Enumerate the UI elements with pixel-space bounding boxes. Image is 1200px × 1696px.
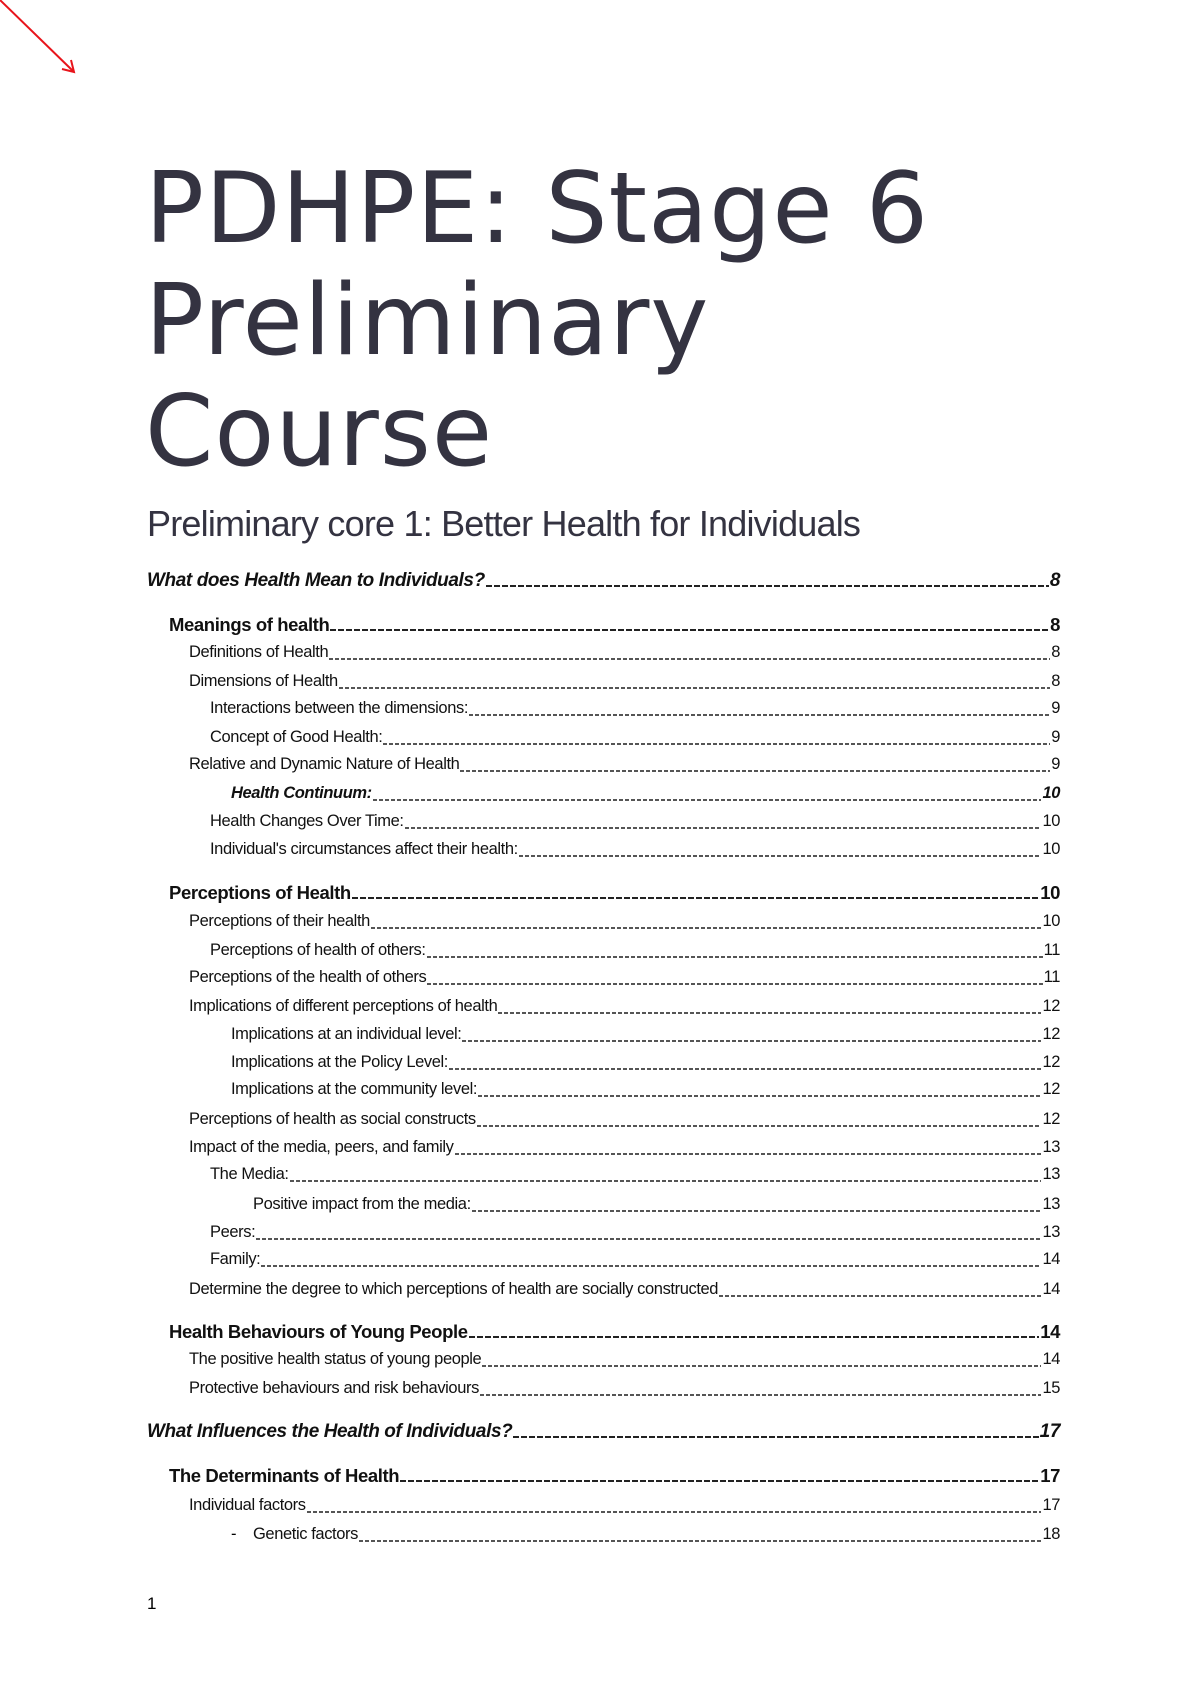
toc-entry[interactable] <box>189 997 1060 1021</box>
toc-entry[interactable] <box>169 1465 1060 1489</box>
toc-dot-leader <box>478 1095 1041 1097</box>
toc-entry-page: 17 <box>1042 1496 1060 1514</box>
toc-entry[interactable] <box>210 728 1060 752</box>
annotation-arrow-icon <box>0 0 90 90</box>
toc-dot-leader <box>519 855 1042 857</box>
toc-dot-leader <box>383 743 1050 745</box>
toc-dot-leader <box>427 956 1043 958</box>
toc-entry-page: 14 <box>1042 1280 1060 1298</box>
toc-entry-label: Genetic factors <box>253 1525 358 1543</box>
toc-entry-label: What Influences the Health of Individuals? <box>147 1421 513 1442</box>
toc-entry[interactable] <box>189 672 1060 696</box>
toc-entry[interactable] <box>210 812 1060 836</box>
toc-dot-leader <box>371 927 1042 929</box>
toc-entry[interactable] <box>253 1525 1060 1549</box>
toc-entry-label: Implications at the community level: <box>231 1080 478 1098</box>
toc-dot-leader <box>480 1394 1042 1396</box>
toc-entry-label: Concept of Good Health: <box>210 728 383 746</box>
toc-entry-label: Health Behaviours of Young People <box>169 1321 468 1342</box>
toc-entry-page: 8 <box>1051 672 1060 690</box>
toc-entry-page: 10 <box>1040 882 1060 903</box>
toc-entry[interactable] <box>231 784 1060 808</box>
toc-dot-leader <box>261 1265 1041 1267</box>
toc-entry-page: 12 <box>1042 1053 1060 1071</box>
toc-entry-label: Perceptions of health of others: <box>210 941 426 959</box>
toc-entry-page: 13 <box>1042 1165 1060 1183</box>
toc-entry[interactable] <box>189 1138 1060 1162</box>
toc-entry[interactable] <box>210 1250 1060 1274</box>
toc-entry-label: Health Continuum: <box>231 784 372 802</box>
toc-entry-page: 9 <box>1051 755 1060 773</box>
document-title-line-3: Course <box>145 375 494 489</box>
toc-entry[interactable] <box>147 570 1060 594</box>
toc-entry-page: 11 <box>1043 941 1060 959</box>
toc-entry[interactable] <box>169 614 1060 638</box>
toc-dot-leader <box>339 687 1050 689</box>
toc-entry-page: 10 <box>1042 812 1060 830</box>
toc-entry-page: 17 <box>1040 1465 1060 1486</box>
toc-dot-leader <box>469 714 1050 716</box>
toc-entry-page: 11 <box>1043 968 1060 986</box>
toc-entry[interactable] <box>169 882 1060 906</box>
toc-dot-leader <box>449 1068 1041 1070</box>
document-title-line-1: PDHPE: Stage 6 <box>145 152 930 266</box>
toc-entry-label: Dimensions of Health <box>189 672 338 690</box>
toc-dot-leader <box>290 1180 1042 1182</box>
toc-entry-label: Impact of the media, peers, and family <box>189 1138 454 1156</box>
toc-dot-leader <box>482 1365 1041 1367</box>
toc-entry-page: 8 <box>1051 643 1060 661</box>
toc-entry-label: The Media: <box>210 1165 289 1183</box>
document-subtitle: Preliminary core 1: Better Health for Individuals <box>147 503 861 544</box>
toc-dot-leader <box>373 799 1042 801</box>
toc-entry[interactable] <box>231 1080 1060 1104</box>
toc-dot-leader <box>256 1238 1041 1240</box>
toc-entry[interactable] <box>210 840 1060 864</box>
toc-entry-label: Individual's circumstances affect their health: <box>210 840 518 858</box>
toc-entry[interactable] <box>189 1350 1060 1374</box>
toc-entry-label: Determine the degree to which perceptions of health are socially constructed <box>189 1280 719 1298</box>
toc-entry[interactable] <box>189 968 1060 992</box>
toc-entry[interactable] <box>231 1025 1060 1049</box>
toc-entry[interactable] <box>169 1321 1060 1345</box>
toc-entry-label: Perceptions of the health of others <box>189 968 427 986</box>
toc-entry-label: Implications at an individual level: <box>231 1025 462 1043</box>
toc-entry-page: 10 <box>1042 840 1060 858</box>
toc-entry-label: Positive impact from the media: <box>253 1195 471 1213</box>
toc-entry[interactable] <box>189 1110 1060 1134</box>
toc-entry-page: 14 <box>1040 1321 1060 1342</box>
toc-entry-page: 13 <box>1042 1138 1060 1156</box>
toc-entry-page: 12 <box>1042 1025 1060 1043</box>
toc-entry-page: 9 <box>1051 728 1060 746</box>
toc-entry-label: The positive health status of young people <box>189 1350 482 1368</box>
toc-dot-leader <box>455 1153 1042 1155</box>
toc-entry-label: Interactions between the dimensions: <box>210 699 469 717</box>
toc-entry-label: Perceptions of their health <box>189 912 370 930</box>
toc-dot-leader <box>472 1210 1042 1212</box>
page-number: 1 <box>147 1594 157 1613</box>
toc-entry-label: Implications at the Policy Level: <box>231 1053 448 1071</box>
document-title-line-2: Preliminary <box>145 264 710 378</box>
toc-dot-leader <box>330 629 1049 631</box>
toc-entry-page: 9 <box>1051 699 1060 717</box>
toc-entry-label: Peers: <box>210 1223 256 1241</box>
toc-dot-leader <box>498 1012 1041 1014</box>
toc-dot-leader <box>329 658 1050 660</box>
toc-entry-label: Meanings of health <box>169 614 330 635</box>
toc-entry[interactable] <box>253 1195 1060 1219</box>
toc-entry-page: 13 <box>1042 1195 1060 1213</box>
toc-entry-page: 15 <box>1042 1379 1060 1397</box>
toc-entry[interactable] <box>189 912 1060 936</box>
toc-dot-leader <box>405 827 1042 829</box>
toc-entry[interactable] <box>189 1379 1060 1403</box>
toc-entry[interactable] <box>189 1280 1060 1304</box>
toc-entry-page: 17 <box>1039 1421 1060 1442</box>
toc-entry-label: Individual factors <box>189 1496 306 1514</box>
toc-entry-label: Implications of different perceptions of health <box>189 997 498 1015</box>
toc-entry-label: Definitions of Health <box>189 643 329 661</box>
toc-dot-leader <box>352 897 1039 899</box>
toc-entry-label: Relative and Dynamic Nature of Health <box>189 755 460 773</box>
toc-entry-label: Health Changes Over Time: <box>210 812 404 830</box>
toc-entry[interactable] <box>189 1496 1060 1520</box>
toc-dot-leader <box>307 1511 1042 1513</box>
toc-entry-page: 12 <box>1042 1080 1060 1098</box>
toc-entry-label: The Determinants of Health <box>169 1465 400 1486</box>
toc-entry[interactable] <box>210 699 1060 723</box>
toc-entry-page: 8 <box>1049 570 1060 591</box>
toc-entry-label: Perceptions of Health <box>169 882 351 903</box>
toc-entry-page: 8 <box>1050 614 1060 635</box>
toc-dot-leader <box>400 1480 1039 1482</box>
toc-entry-page: 14 <box>1042 1350 1060 1368</box>
toc-entry-page: 12 <box>1042 997 1060 1015</box>
toc-entry-label: Perceptions of health as social constructs <box>189 1110 476 1128</box>
toc-entry-page: 18 <box>1042 1525 1060 1543</box>
toc-entry-label: What does Health Mean to Individuals? <box>147 570 485 591</box>
toc-dot-leader <box>486 585 1049 587</box>
toc-entry-label: Protective behaviours and risk behaviours <box>189 1379 479 1397</box>
toc-dot-leader <box>469 1336 1040 1338</box>
toc-entry-page: 13 <box>1042 1223 1060 1241</box>
toc-entry[interactable] <box>189 643 1060 667</box>
toc-entry[interactable] <box>210 1223 1060 1247</box>
toc-entry-label: Family: <box>210 1250 261 1268</box>
toc-dot-leader <box>719 1295 1041 1297</box>
toc-bullet: - <box>231 1525 237 1543</box>
toc-dot-leader <box>477 1125 1042 1127</box>
toc-entry-page: 10 <box>1042 784 1060 802</box>
toc-dot-leader <box>513 1436 1038 1438</box>
toc-entry[interactable] <box>147 1421 1060 1445</box>
toc-entry[interactable] <box>231 1053 1060 1077</box>
toc-entry[interactable] <box>210 1165 1060 1189</box>
toc-dot-leader <box>460 770 1050 772</box>
toc-entry-page: 14 <box>1042 1250 1060 1268</box>
toc-dot-leader <box>359 1540 1041 1542</box>
toc-entry[interactable] <box>210 941 1060 965</box>
toc-entry[interactable] <box>189 755 1060 779</box>
toc-dot-leader <box>462 1040 1041 1042</box>
toc-entry-page: 12 <box>1042 1110 1060 1128</box>
toc-dot-leader <box>427 983 1042 985</box>
toc-entry-page: 10 <box>1042 912 1060 930</box>
